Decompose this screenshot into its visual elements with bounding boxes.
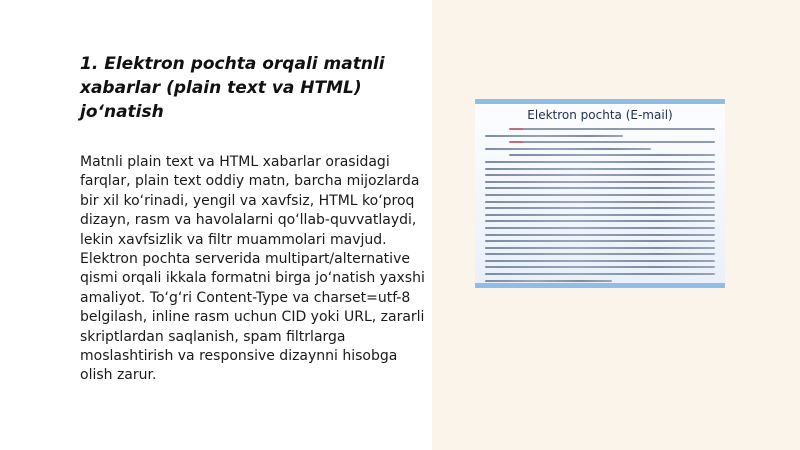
image-text-lines [475, 128, 725, 282]
image-text-line [485, 234, 715, 236]
slide-title: 1. Elektron pochta orqali matnli xabarlar (plain text va HTML) jo‘natish [80, 54, 385, 122]
image-text-line [485, 260, 715, 262]
image-text-line [485, 187, 715, 189]
image-text-line [485, 214, 715, 216]
image-heading: Elektron pochta (E-mail) [527, 108, 673, 122]
image-text-line [509, 128, 715, 130]
image-text-line [485, 201, 715, 203]
email-document-image [475, 99, 725, 288]
image-text-line [485, 253, 715, 255]
slide-body-text: Matnli plain text va HTML xabarlar orasidagi farqlar, plain text oddiy matn, barcha mijozlarda bir xil ko‘rinadi, yengil va xavfsiz, HTML ko‘proq dizayn, rasm va havolalarni qo‘llab-quvvatlaydi, lekin xavfsizlik va filtr muammolari mavjud. Elektron pochta serverida multipart/alternative qismi orqali ikkala formatni birga jo‘natish yaxshi amaliyot. To‘g‘ri Content-Type va charset=utf-8 belgilash, inline rasm uchun CID yoki URL, zararli skriptlardan saqlanish, spam filtrlarga moslashtirish va responsive dizaynni hisobga olish zarur. [80, 154, 425, 384]
image-text-line [485, 280, 612, 282]
image-text-line [485, 227, 715, 229]
image-text-line [485, 194, 715, 196]
image-text-line [509, 154, 715, 156]
image-text-line [485, 266, 715, 268]
image-text-line [485, 247, 715, 249]
image-text-line [485, 220, 715, 222]
image-text-line [485, 273, 715, 275]
image-text-line [485, 174, 715, 176]
image-text-line [485, 135, 623, 137]
image-text-line [485, 207, 715, 209]
image-text-line [485, 148, 651, 150]
image-text-line [485, 168, 715, 170]
image-text-line [509, 141, 715, 143]
image-text-line [485, 161, 715, 163]
image-text-line [485, 240, 715, 242]
image-text-line [485, 181, 715, 183]
